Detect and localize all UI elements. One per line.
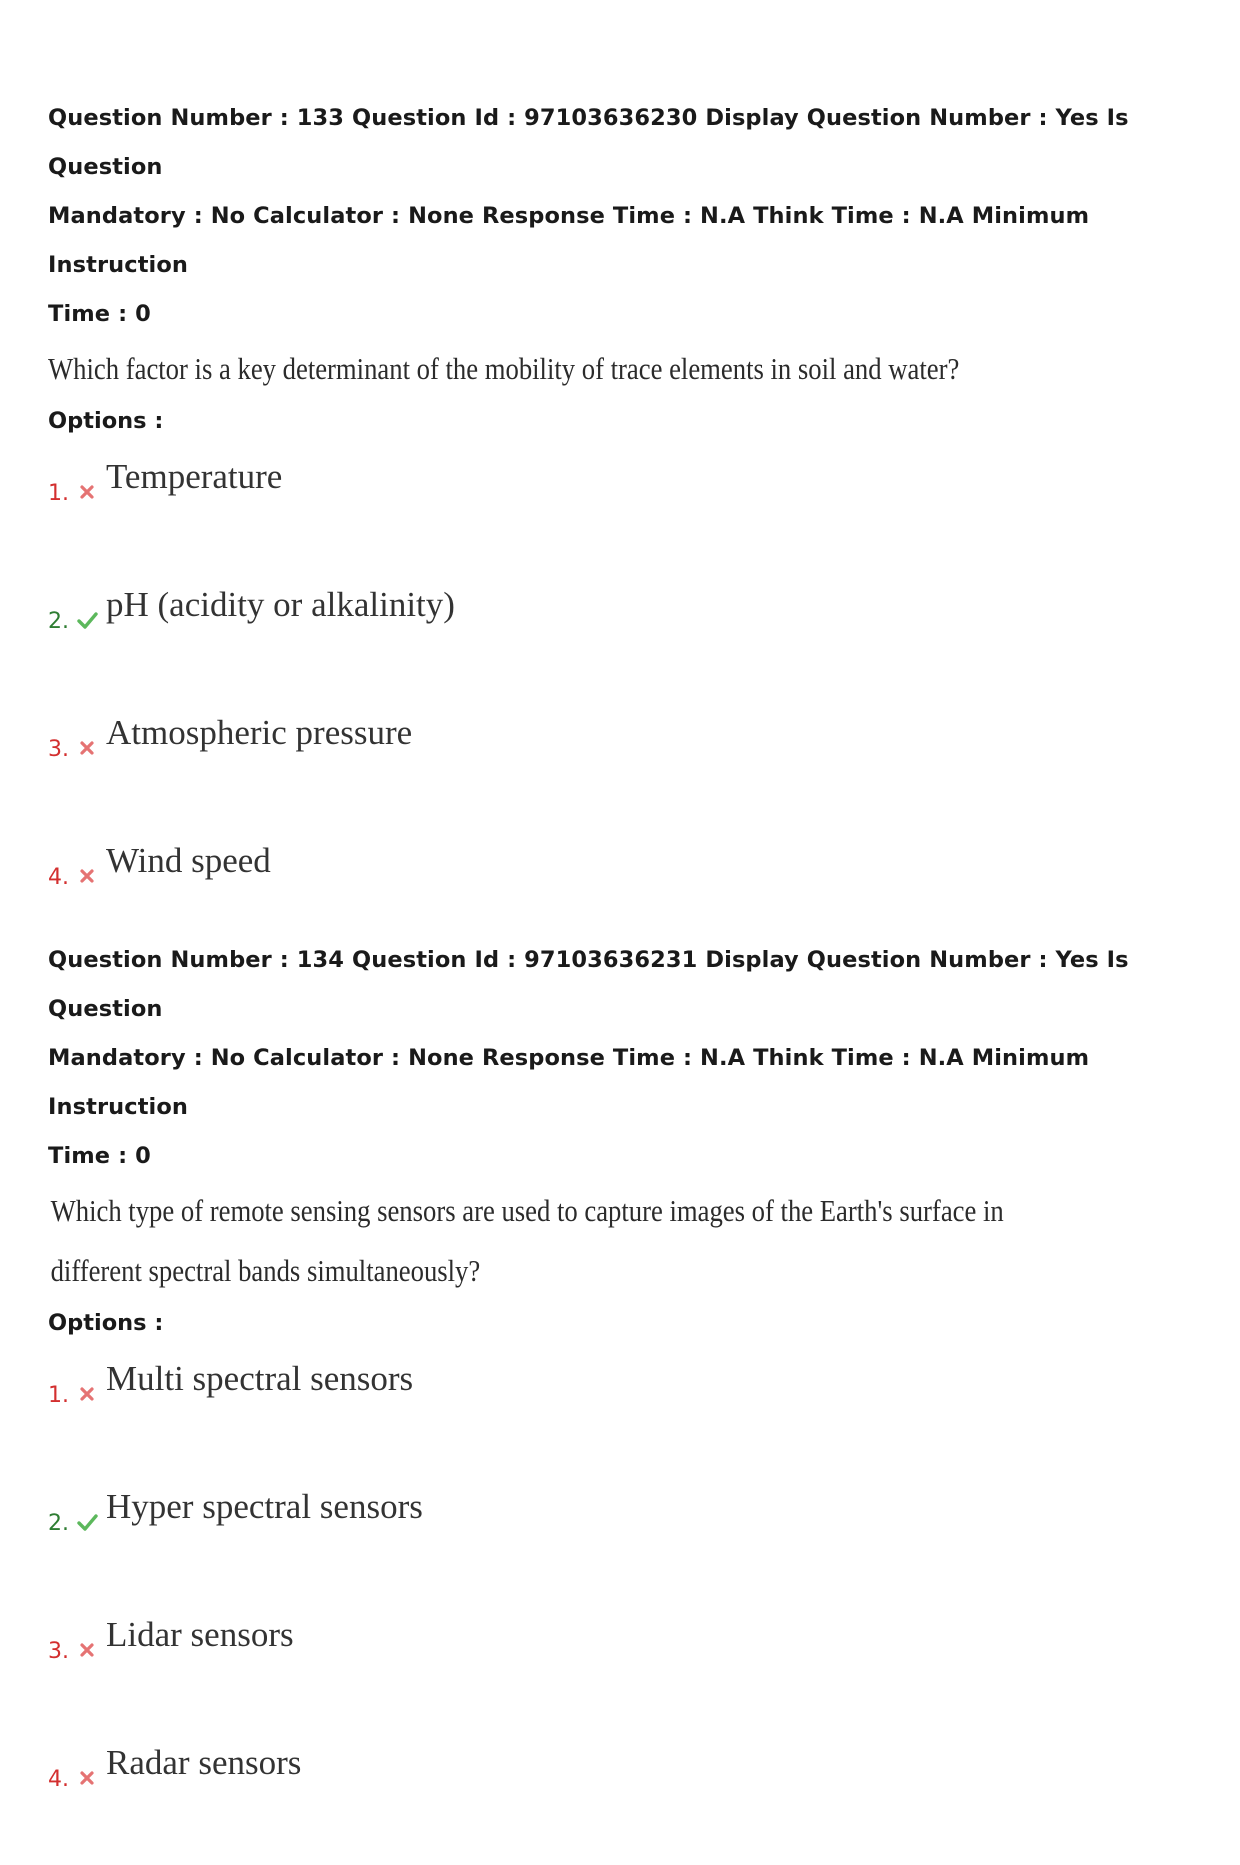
option-text: Multi spectral sensors — [106, 1359, 414, 1398]
option-text: pH (acidity or alkalinity) — [106, 585, 455, 624]
option-text: Atmospheric pressure — [106, 713, 413, 752]
options-list — [48, 451, 1208, 963]
option-number: 2. — [48, 1511, 69, 1536]
option-text: Radar sensors — [106, 1743, 302, 1782]
option-text: Wind speed — [106, 841, 271, 880]
cross-icon — [76, 737, 98, 759]
question-meta-line: Mandatory : No Calculator : None Response Time : N.A Think Time : N.A Minimum Instruction — [48, 1045, 1090, 1120]
option-1 — [48, 451, 1208, 579]
cross-icon — [76, 1639, 98, 1661]
cross-icon — [76, 1767, 98, 1789]
option-text: Hyper spectral sensors — [106, 1487, 423, 1526]
option-number: 4. — [48, 1767, 69, 1792]
question-meta-line: Time : 0 — [48, 301, 151, 327]
question-text: Which type of remote sensing sensors are used to capture images of the Earth's surface in — [50, 1193, 1004, 1228]
options-label: Options : — [48, 408, 164, 434]
option-2 — [48, 1481, 1208, 1609]
question-meta-line: Question Number : 133 Question Id : 97103636230 Display Question Number : Yes Is Question — [48, 105, 1129, 180]
option-number: 4. — [48, 865, 69, 890]
option-number: 3. — [48, 1639, 69, 1664]
question-text: different spectral bands simultaneously? — [50, 1253, 481, 1288]
cross-icon — [76, 1383, 98, 1405]
cross-icon — [76, 481, 98, 503]
option-text: Lidar sensors — [106, 1615, 294, 1654]
question-text: Which factor is a key determinant of the mobility of trace elements in soil and water? — [48, 351, 960, 386]
option-2 — [48, 579, 1208, 707]
question-133 — [48, 94, 1208, 963]
question-meta-line: Mandatory : No Calculator : None Response Time : N.A Think Time : N.A Minimum Instruction — [48, 203, 1090, 278]
option-number: 1. — [48, 1383, 69, 1408]
option-3 — [48, 1609, 1208, 1737]
option-3 — [48, 707, 1208, 835]
check-icon — [76, 609, 98, 631]
option-number: 2. — [48, 609, 69, 634]
question-134 — [48, 936, 1208, 1865]
option-4 — [48, 1737, 1208, 1865]
option-number: 1. — [48, 481, 69, 506]
cross-icon — [76, 865, 98, 887]
option-1 — [48, 1353, 1208, 1481]
check-icon — [76, 1511, 98, 1533]
question-meta-line: Question Number : 134 Question Id : 97103636231 Display Question Number : Yes Is Question — [48, 947, 1129, 1022]
option-number: 3. — [48, 737, 69, 762]
question-meta-line: Time : 0 — [48, 1143, 151, 1169]
options-list — [48, 1353, 1208, 1865]
options-label: Options : — [48, 1310, 164, 1336]
option-text: Temperature — [106, 457, 283, 496]
